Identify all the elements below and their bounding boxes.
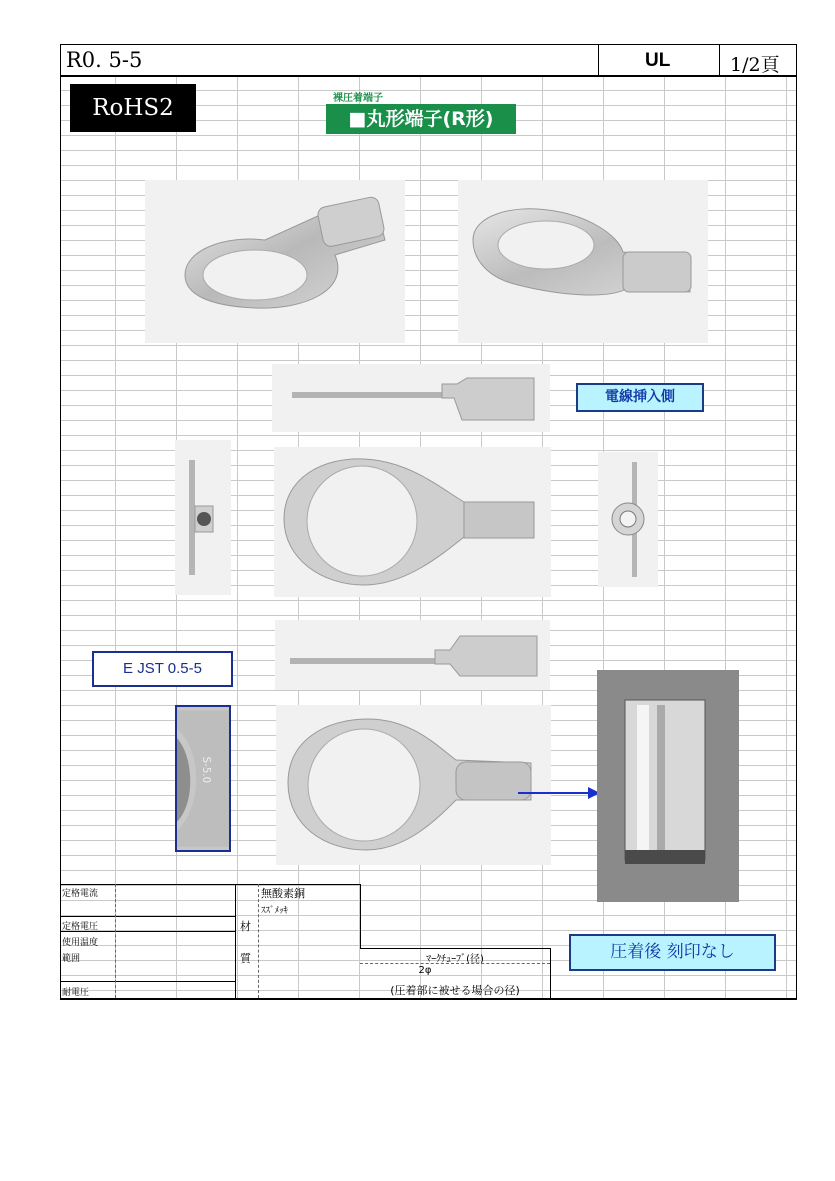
wire-insertion-side-label bbox=[576, 383, 704, 412]
photo-marking-closeup bbox=[175, 705, 231, 852]
photo-side-view bbox=[272, 364, 550, 432]
photo-edge-left bbox=[175, 440, 231, 595]
photo-end-view bbox=[598, 452, 658, 587]
no-stamp-text: 圧着後 刻印なし bbox=[610, 942, 735, 962]
spec-tube-header: ﾏｰｸﾁｭｰﾌﾞ(径) bbox=[426, 954, 484, 965]
category-subtitle: 裸圧着端子 bbox=[333, 93, 383, 104]
wire-insertion-side-text: 電線挿入側 bbox=[605, 389, 675, 405]
photo-angled-left bbox=[145, 180, 405, 343]
spec-withstand-voltage: 耐電圧 bbox=[62, 988, 90, 998]
header-divider-1 bbox=[598, 44, 599, 76]
photo-barrel-closeup bbox=[597, 670, 739, 902]
spec-rated-voltage: 定格電圧 bbox=[62, 922, 99, 932]
photo-top-view-lower bbox=[276, 705, 551, 865]
spec-tube-note: (圧着部に被せる場合の径) bbox=[390, 984, 520, 997]
arrow-pointer bbox=[518, 786, 600, 800]
spec-material-value-1: 無酸素銅 bbox=[261, 887, 305, 900]
part-number: R0. 5-5 bbox=[66, 48, 143, 72]
category-title-text: ■丸形端子(R形) bbox=[348, 108, 494, 130]
marking-text: E JST 0.5-5 bbox=[123, 660, 202, 677]
header-divider-2 bbox=[719, 44, 720, 76]
marking-label bbox=[92, 651, 233, 687]
header-row bbox=[60, 44, 797, 76]
photo-top-view bbox=[274, 447, 551, 597]
photo-side-view-lower bbox=[275, 620, 550, 690]
spec-rated-current: 定格電流 bbox=[62, 889, 99, 899]
spec-material-1: 材 bbox=[240, 920, 251, 933]
header-bottom-rule bbox=[60, 75, 797, 77]
photo-angled-right bbox=[458, 180, 708, 343]
spec-material-value-2: ｽｽﾞﾒｯｷ bbox=[261, 906, 289, 916]
category-title bbox=[326, 104, 516, 134]
rohs-badge bbox=[70, 84, 196, 132]
no-stamp-label bbox=[569, 934, 776, 971]
spec-tube-value: 2φ bbox=[418, 965, 432, 976]
spec-temp-range-2: 範囲 bbox=[62, 954, 81, 964]
page-indicator: 1/2頁 bbox=[730, 54, 780, 76]
spec-temp-range-1: 使用温度 bbox=[62, 938, 99, 948]
svg-text:S-5.0: S-5.0 bbox=[200, 756, 211, 784]
standard-label: UL bbox=[645, 50, 671, 71]
rohs-label: RoHS2 bbox=[92, 95, 174, 121]
spec-material-2: 質 bbox=[240, 952, 251, 965]
